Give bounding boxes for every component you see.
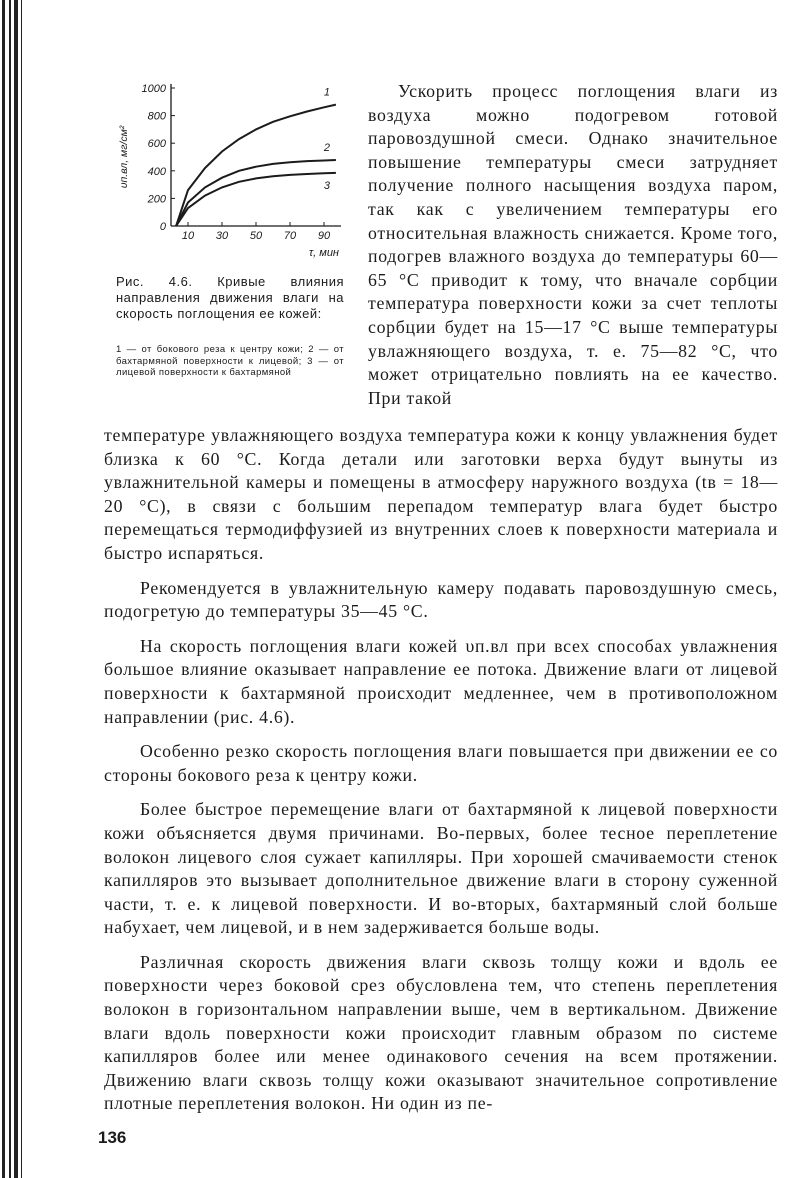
series-line-1 <box>176 105 336 226</box>
y-tick-label: 0 <box>159 221 166 233</box>
y-tick-label: 200 <box>147 193 166 206</box>
paragraph-3: На скорость поглощения влаги кожей υп.вл при всех способах увлажнения большое влияние оказывает направление ее потока. Движение влаги от лицевой поверхности к бахтармяной происходит медленнее, чем в противоположном направлении (рис. 4.6). <box>104 635 778 727</box>
x-axis-title: τ, мин <box>309 247 339 259</box>
side-paragraph: Ускорить процесс поглощения влаги из воздуха можно подогревом готовой паровоздушной смеси. Однако значительное повышение температуры смеси затрудняет получение полного насыщения воздуха паром, так как с увеличением температуры его относительная влажность снижается. Кроме того, подогрев влажного воздуха до температуры 60—65 °С приводит к тому, что вначале сорбции температура поверхности кожи за счет теплоты сорбции будет на 15—17 °С выше температуры увлажняющего воздуха, т. е. 75—82 °С, что может отрицательно повлиять на ее качество. При такой <box>368 81 778 408</box>
x-tick-label: 70 <box>283 230 297 242</box>
series-label-3: 3 <box>323 179 331 192</box>
x-tick-label: 50 <box>249 230 263 242</box>
x-tick-label: 10 <box>181 230 195 242</box>
x-tick-label: 30 <box>215 230 229 242</box>
series-label-1: 1 <box>323 86 331 99</box>
page-number: 136 <box>98 1128 127 1147</box>
paragraph-4: Особенно резко скорость поглощения влаги повышается при движении ее со стороны бокового реза к центру кожи. <box>104 741 778 785</box>
figure-4-6-chart <box>96 76 346 268</box>
y-tick-label: 800 <box>147 110 166 123</box>
y-tick-label: 600 <box>147 138 166 151</box>
series-line-2 <box>176 160 336 226</box>
y-axis-title: υп.вл, мг/см² <box>118 125 130 189</box>
book-spine-edge <box>0 0 26 1178</box>
paragraph-2: Рекомендуется в увлажнительную камеру подавать паровоздушную смесь, подогретую до температуры 35—45 °С. <box>104 577 778 622</box>
figure-caption: Рис. 4.6. Кривые влияния направления движения влаги на скорость поглощения ее кожей: <box>116 274 344 321</box>
series-line-3 <box>176 173 336 226</box>
y-tick-label: 400 <box>147 165 166 178</box>
paragraph-1: температуре увлажняющего воздуха температура кожи к концу увлажнения будет близка к 60 °С. Когда детали или заготовки верха будут вынуты из увлажнительной камеры и помещены в атмосферу наружного воздуха (tв = 18—20 °С), в связи с большим перепадом температур влага будет быстро перемещаться термодиффузией из внутренних слоев к поверхности материала и быстро испаряться. <box>104 425 778 563</box>
paragraph-6: Различная скорость движения влаги сквозь толщу кожи и вдоль ее поверхности через боковой срез обусловлена тем, что степень переплетения волокон в горизонтальном направлении выше, чем в вертикальном. Движение влаги вдоль поверхности кожи происходит главным образом по системе капилляров более или менее одинакового сечения на всем протяжении. Движению влаги сквозь толщу кожи оказывают значительное сопротивление плотные переплетения волокон. Ни один из пе- <box>104 951 778 1114</box>
y-tick-label: 1000 <box>141 83 166 95</box>
main-text <box>104 424 778 1116</box>
figure-legend: 1 — от бокового реза к центру кожи; 2 — от бахтармяной поверхности к лицевой; 3 — от лицевой поверхности к бахтармяной <box>116 344 344 378</box>
series-label-2: 2 <box>323 142 331 155</box>
x-tick-label: 90 <box>317 230 331 242</box>
paragraph-5: Более быстрое перемещение влаги от бахтармяной к лицевой поверхности кожи объясняется двумя причинами. Во-первых, более тесное переплетение волокон лицевого слоя сужает капилляры. При хорошей смачиваемости стенок капилляров это вызывает дополнительное движение влаги в сторону суженной части, т. е. к лицевой поверхности. И во-вторых, бахтармяный слой больше набухает, чем лицевой, и в нем задерживается больше воды. <box>104 799 778 938</box>
